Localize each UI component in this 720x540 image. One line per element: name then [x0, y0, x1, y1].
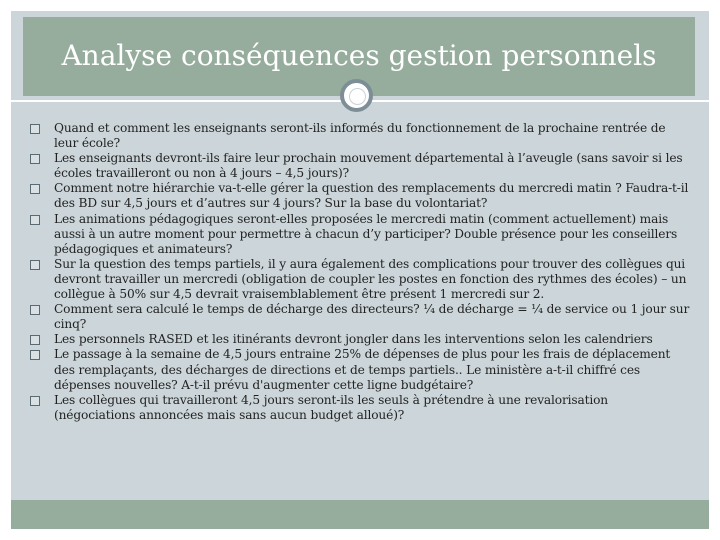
bullet-list	[30, 121, 690, 423]
bullet-item	[30, 181, 690, 211]
bullet-text: Sur la question des temps partiels, il y aura également des complications pour trouver des collègues qui devront travailler un mercredi (obligation de coupler les postes en fonction des rythmes des écoles) – un collègue à 50% sur 4,5 devrait vraisemblablement être présent 1 mercredi sur 2.	[54, 256, 687, 302]
square-bullet-icon	[30, 396, 40, 406]
square-bullet-icon	[30, 124, 40, 134]
slide-title: Analyse conséquences gestion personnels	[61, 39, 657, 72]
square-bullet-icon	[30, 184, 40, 194]
bullet-text: Le passage à la semaine de 4,5 jours entraine 25% de dépenses de plus pour les frais de déplacement des remplaçants, des décharges de directions et de temps partiels.. Le ministère a-t-il chiffré ces dépenses nouvelles? A-t-il prévu d'augmenter cette ligne budgétaire?	[54, 347, 671, 392]
circle-ornament-inner	[349, 88, 366, 105]
bullet-item	[30, 347, 690, 392]
bullet-item	[30, 393, 690, 423]
square-bullet-icon	[30, 154, 40, 164]
bullet-text: Quand et comment les enseignants seront-ils informés du fonctionnement de la prochaine rentrée de leur école?	[54, 121, 666, 151]
bullet-text: Les personnels RASED et les itinérants devront jongler dans les interventions selon les calendriers	[54, 332, 653, 347]
square-bullet-icon	[30, 305, 40, 315]
square-bullet-icon	[30, 215, 40, 225]
bullet-item	[30, 121, 690, 151]
circle-ornament-icon	[340, 79, 373, 112]
bullet-text: Les animations pédagogiques seront-elles proposées le mercredi matin (comment actuellement) mais aussi à un autre moment pour permettre à chacun d’y participer? Double présence pour les conseillers pédagogiques et animateurs?	[54, 211, 678, 256]
bullet-item	[30, 332, 690, 347]
bullet-item	[30, 257, 690, 302]
bullet-item	[30, 151, 690, 181]
square-bullet-icon	[30, 350, 40, 360]
bullet-text: Les enseignants devront-ils faire leur prochain mouvement départemental à l’aveugle (sans savoir si les écoles travailleront ou non à 4 jours – 4,5 jours)?	[54, 151, 683, 181]
square-bullet-icon	[30, 260, 40, 270]
bullet-item	[30, 302, 690, 332]
bullet-item	[30, 212, 690, 257]
bullet-text: Comment notre hiérarchie va-t-elle gérer la question des remplacements du mercredi matin ? Faudra-t-il des BD sur 4,5 jours et d’autres sur 4 jours? Sur la base du volontariat?	[54, 181, 689, 211]
footer-bar	[11, 500, 709, 529]
bullet-text: Les collègues qui travailleront 4,5 jours seront-ils les seuls à prétendre à une revalorisation (négociations annoncées mais sans aucun budget alloué)?	[54, 392, 609, 422]
square-bullet-icon	[30, 335, 40, 345]
bullet-text: Comment sera calculé le temps de décharge des directeurs? ¼ de décharge = ¼ de service ou 1 jour sur cinq?	[54, 302, 690, 332]
